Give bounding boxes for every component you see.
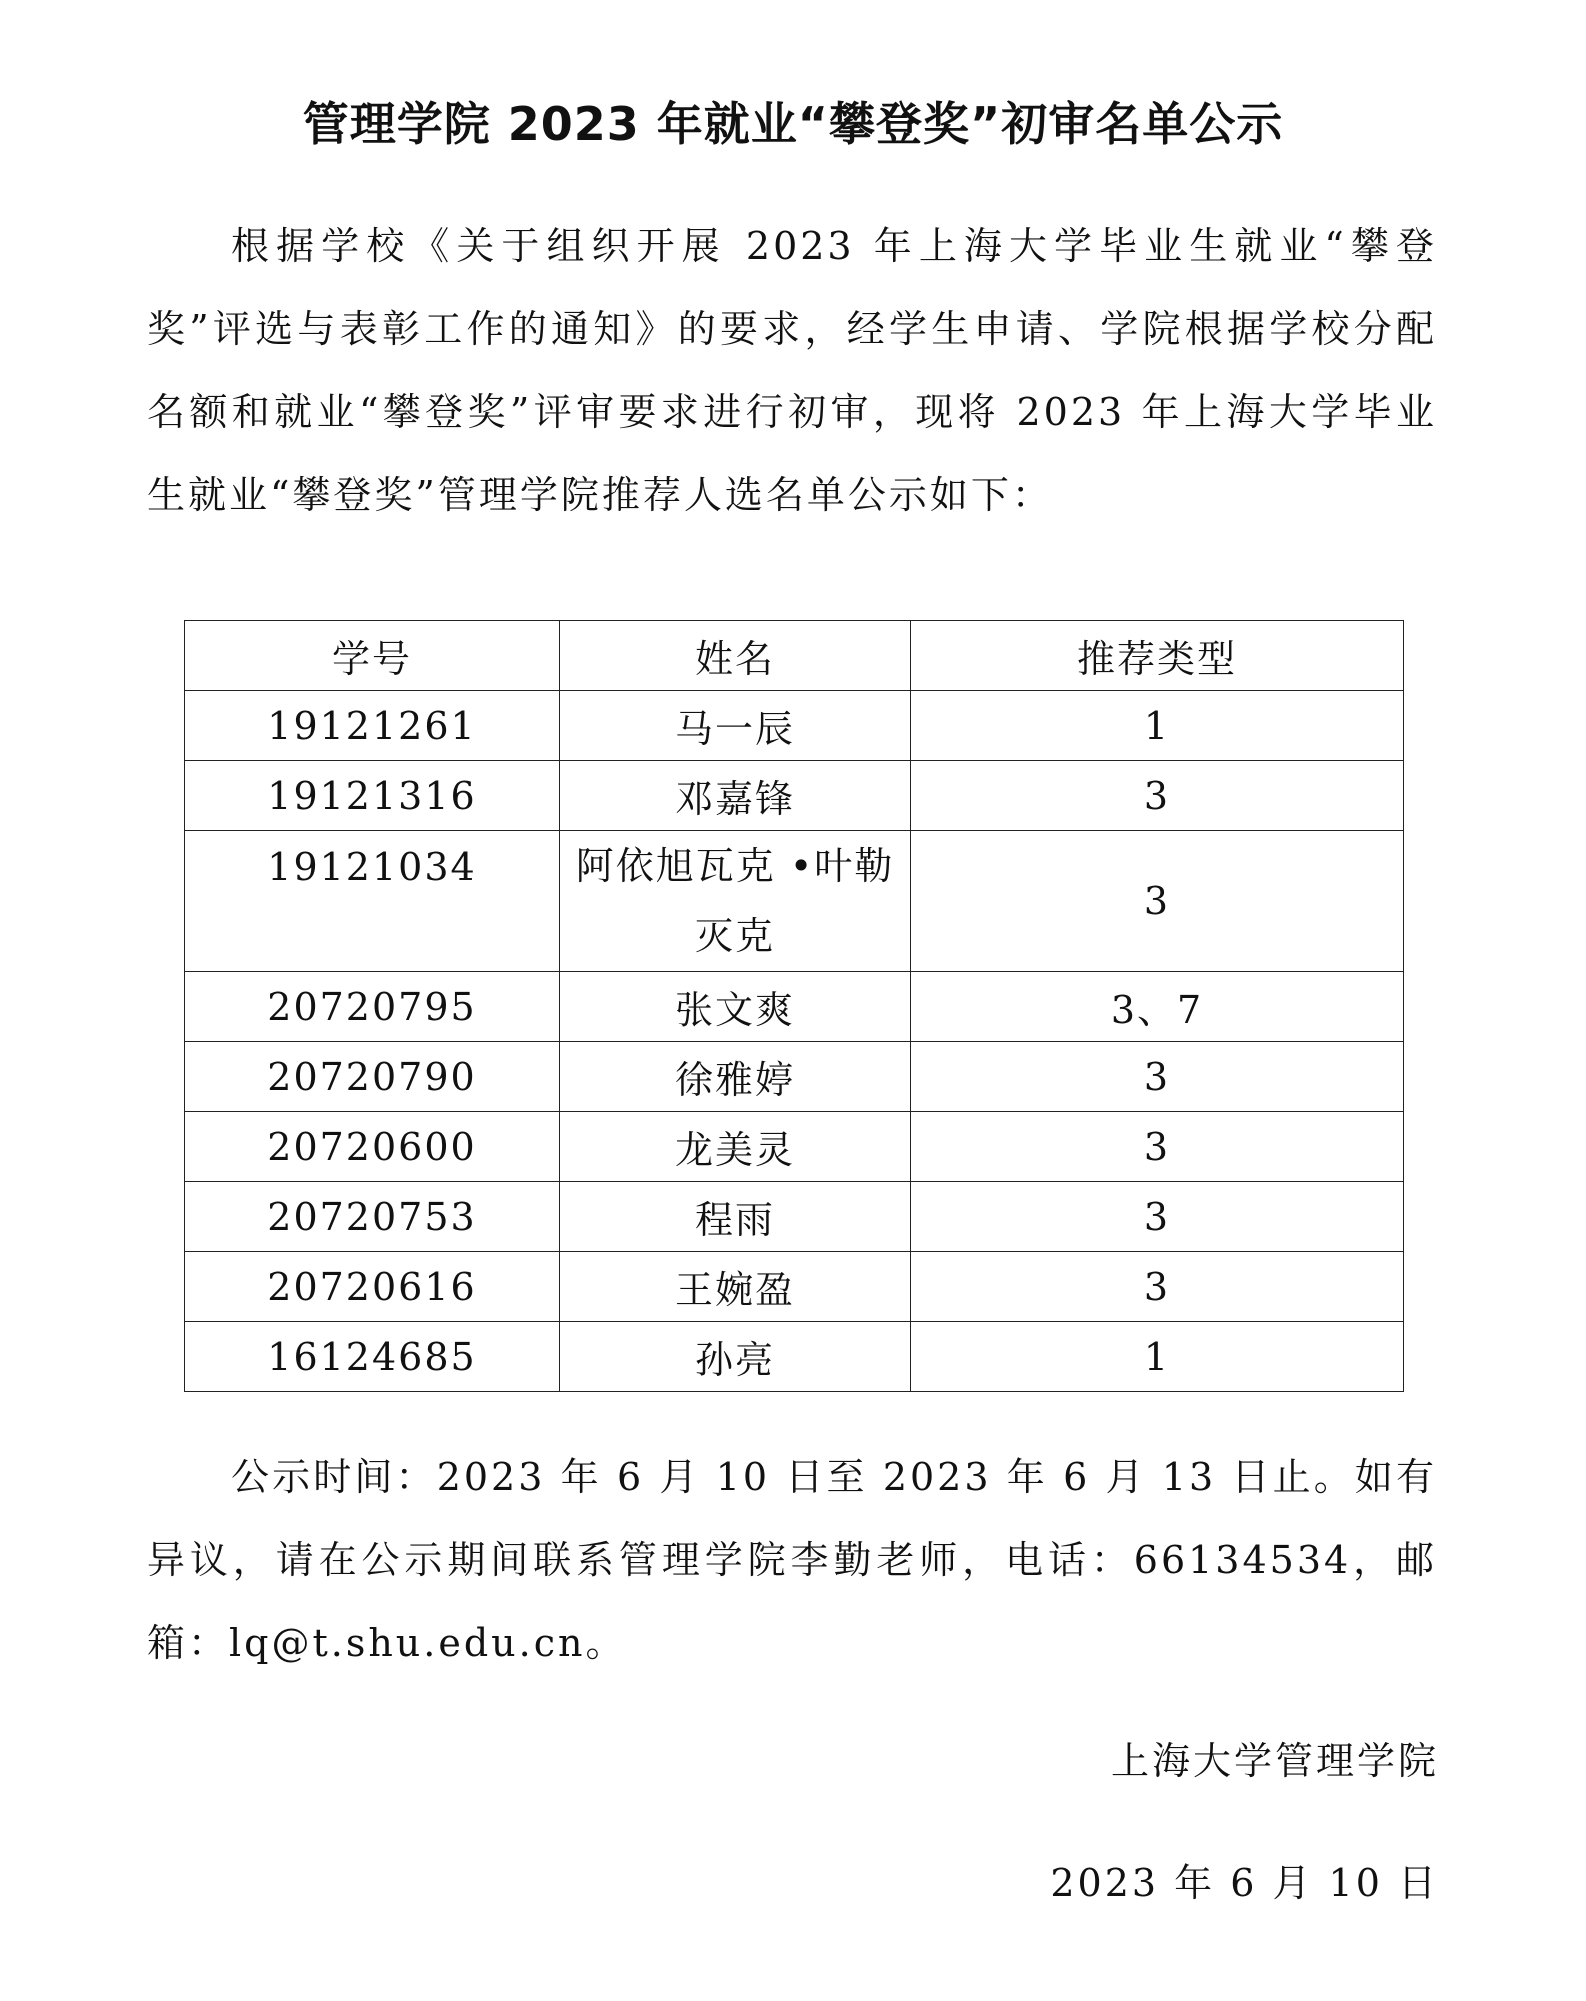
student-id-cell: 20720616 [185, 1252, 560, 1322]
recommend-type-cell: 3 [911, 761, 1404, 831]
intro-paragraph: 根据学校《关于组织开展 2023 年上海大学毕业生就业“攀登奖”评选与表彰工作的通知》的要求，经学生申请、学院根据学校分配名额和就业“攀登奖”评审要求进行初审，现将 2023 年上海大学毕业生就业“攀登奖”管理学院推荐人选名单公示如下： [147, 224, 1437, 517]
student-id-cell: 20720600 [185, 1112, 560, 1182]
recommend-type-cell: 3 [911, 1112, 1404, 1182]
table-row [185, 691, 1404, 761]
table-row [185, 1042, 1404, 1112]
recommend-type-cell: 3 [911, 1182, 1404, 1252]
student-name-cell: 徐雅婷 [560, 1042, 911, 1112]
student-name-cell: 张文爽 [560, 972, 911, 1042]
student-name-cell: 孙亮 [560, 1322, 911, 1392]
recommend-type-cell: 3 [911, 1252, 1404, 1322]
column-header-student-id: 学号 [185, 621, 560, 691]
student-name-cell: 阿依旭瓦克 •叶勒灭克 [560, 831, 911, 972]
student-id-cell: 19121316 [185, 761, 560, 831]
student-id-cell: 16124685 [185, 1322, 560, 1392]
student-id-cell: 20720790 [185, 1042, 560, 1112]
student-id-cell: 20720795 [185, 972, 560, 1042]
signature-date: 2023 年 6 月 10 日 [1050, 1861, 1439, 1905]
student-name-cell: 马一辰 [560, 691, 911, 761]
table-row [185, 1112, 1404, 1182]
recommend-type-cell: 1 [911, 1322, 1404, 1392]
table-row [185, 972, 1404, 1042]
student-name-cell: 龙美灵 [560, 1112, 911, 1182]
page-title: 管理学院 2023 年就业“攀登奖”初审名单公示 [302, 97, 1284, 151]
student-id-cell: 19121261 [185, 691, 560, 761]
student-id-cell: 20720753 [185, 1182, 560, 1252]
recommend-type-cell: 3、7 [911, 972, 1404, 1042]
student-name-cell: 王婉盈 [560, 1252, 911, 1322]
student-name-cell: 邓嘉锋 [560, 761, 911, 831]
column-header-name: 姓名 [560, 621, 911, 691]
table-row [185, 761, 1404, 831]
nominee-table [184, 620, 1404, 1392]
publicity-notice: 公示时间：2023 年 6 月 10 日至 2023 年 6 月 13 日止。如有异议，请在公示期间联系管理学院李勤老师，电话：66134534，邮箱：lq@t.shu.edu.cn。 [147, 1455, 1437, 1665]
table-row [185, 1322, 1404, 1392]
table-row [185, 1182, 1404, 1252]
recommend-type-cell: 3 [911, 831, 1404, 972]
column-header-type: 推荐类型 [911, 621, 1404, 691]
recommend-type-cell: 3 [911, 1042, 1404, 1112]
table-row [185, 1252, 1404, 1322]
table-header-row [185, 621, 1404, 691]
student-name-cell: 程雨 [560, 1182, 911, 1252]
student-id-cell: 19121034 [185, 831, 560, 972]
signature-organization: 上海大学管理学院 [1110, 1739, 1439, 1783]
table-row [185, 831, 1404, 972]
recommend-type-cell: 1 [911, 691, 1404, 761]
